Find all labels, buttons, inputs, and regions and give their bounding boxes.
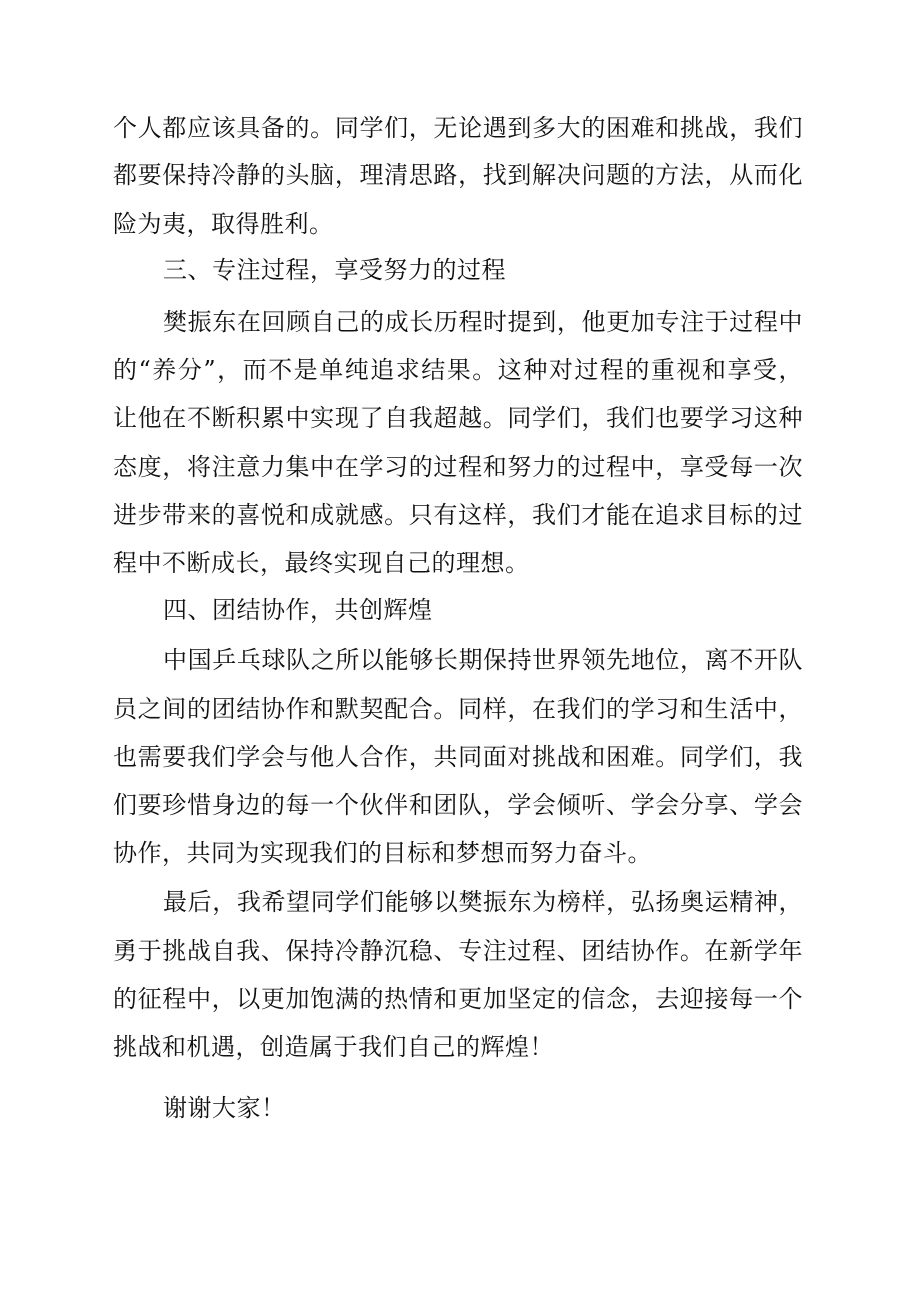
paragraph-line: 进步带来的喜悦和成就感。只有这样，我们才能在追求目标的过 — [113, 501, 803, 529]
paragraph-line: 个人都应该具备的。同学们，无论遇到多大的困难和挑战，我们 — [113, 114, 803, 142]
paragraph-line: 程中不断成长，最终实现自己的理想。 — [113, 549, 530, 577]
paragraph-line: 员之间的团结协作和默契配合。同样，在我们的学习和生活中， — [113, 695, 803, 723]
paragraph-line: 的征程中，以更加饱满的热情和更加坚定的信念，去迎接每一个 — [113, 985, 803, 1013]
paragraph-line: 协作，共同为实现我们的目标和梦想而努力奋斗。 — [113, 839, 652, 867]
paragraph-line: 也需要我们学会与他人合作，共同面对挑战和困难。同学们，我 — [113, 743, 803, 771]
section-heading: 三、专注过程，享受努力的过程 — [163, 256, 506, 284]
paragraph-line: 让他在不断积累中实现了自我超越。同学们，我们也要学习这种 — [113, 404, 803, 432]
paragraph-line: 樊振东在回顾自己的成长历程时提到，他更加专注于过程中 — [163, 308, 803, 336]
paragraph-line: 都要保持冷静的头脑，理清思路，找到解决问题的方法，从而化 — [113, 161, 803, 189]
paragraph-line: 态度，将注意力集中在学习的过程和努力的过程中，享受每一次 — [113, 453, 803, 481]
paragraph-line: 勇于挑战自我、保持冷静沉稳、专注过程、团结协作。在新学年 — [113, 937, 803, 965]
paragraph-line: 挑战和机遇，创造属于我们自己的辉煌！ — [113, 1033, 554, 1061]
paragraph-line: 最后，我希望同学们能够以樊振东为榜样，弘扬奥运精神， — [163, 888, 803, 916]
paragraph-line: 险为夷，取得胜利。 — [113, 210, 334, 238]
paragraph-line: 中国乒乓球队之所以能够长期保持世界领先地位，离不开队 — [163, 646, 803, 674]
paragraph-line: 谢谢大家！ — [163, 1094, 286, 1122]
paragraph-line: 的“养分”，而不是单纯追求结果。这种对过程的重视和享受， — [113, 356, 803, 384]
paragraph-line: 们要珍惜身边的每一个伙伴和团队，学会倾听、学会分享、学会 — [113, 791, 803, 819]
section-heading: 四、团结协作，共创辉煌 — [163, 596, 433, 624]
